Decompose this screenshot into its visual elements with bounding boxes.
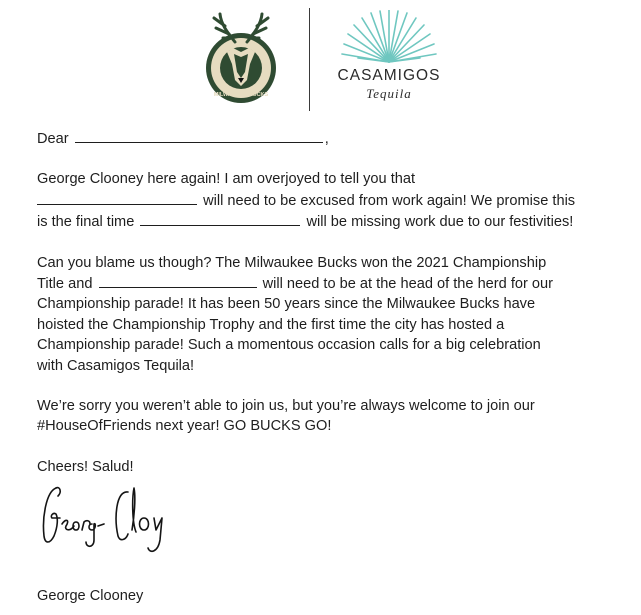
name-blank [140,211,300,226]
name-blank [99,273,257,288]
p3-line-1: We’re sorry you weren’t able to join us, but you’re always welcome to join our [37,398,535,415]
salutation-comma: , [324,131,329,147]
p2-line-2-start: Title and [37,276,93,293]
p2-line-6: with Casamigos Tequila! [37,357,195,374]
salutation-line [37,128,627,149]
p1-line-2: will need to be excused from work again! We promise this [203,192,576,209]
paragraph-3 [37,396,627,437]
p2-line-1: Can you blame us though? The Milwaukee Bucks won the 2021 Championship [37,254,547,271]
paragraph-2 [37,253,627,376]
salutation-text: Dear [37,131,69,147]
letterhead [0,0,641,120]
name-blank [75,128,323,143]
name-blank [37,190,197,205]
bucks-logo-text: MILWAUKEE BUCKS [213,92,269,98]
p3-line-2: #HouseOfFriends next year! GO BUCKS GO! [37,418,332,435]
p2-line-3: Championship parade! It has been 50 years since the Milwaukee Bucks have [37,296,536,313]
header-divider [309,8,310,111]
casamigos-tequila-text: Tequila [366,86,412,101]
p1-line-3-end: will be missing work due to our festivities! [306,214,574,231]
p2-line-5: Championship parade! Such a momentous occasion calls for a big celebration [37,337,541,354]
milwaukee-bucks-logo [203,12,279,104]
p1-line-3-start: is the final time [37,214,135,231]
signoff-name: George Clooney [37,588,144,604]
agave-icon [336,10,442,66]
handwritten-signature [36,478,176,558]
p1-line-1: George Clooney here again! I am overjoyed to tell you that [37,171,416,188]
letter-body [37,128,627,477]
paragraph-1 [37,169,627,232]
p2-line-2-end: will need to be at the head of the herd for our [262,276,554,293]
casamigos-wordmark: CASAMIGOS [337,67,441,84]
closing: Cheers! Salud! [37,458,134,475]
p2-line-4: hoisted the Championship Trophy and the first time the city has hosted a [37,316,505,333]
